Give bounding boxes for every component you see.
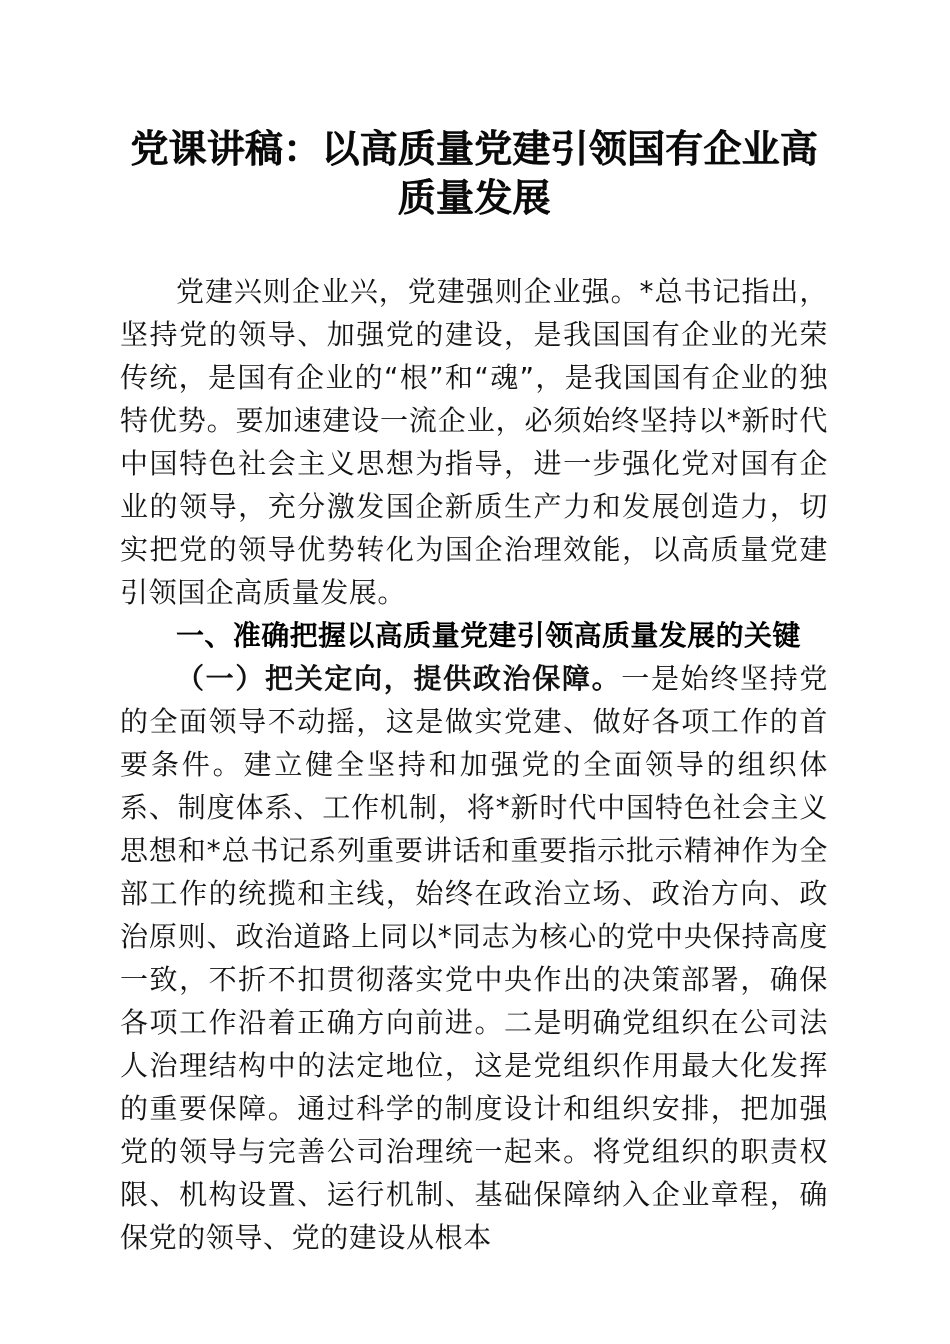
page-title: 党课讲稿：以高质量党建引领国有企业高质量发展 (130, 129, 818, 220)
title-body-spacer (120, 224, 828, 270)
paragraph-subsection-one (120, 657, 828, 1259)
subsection-lead-label: （一）把关定向，提供政治保障。 (176, 662, 622, 695)
section-heading-one: 一、准确把握以高质量党建引领高质量发展的关键 (176, 620, 801, 651)
subsection-body-text: 一是始终坚持党的全面领导不动摇，这是做实党建、做好各项工作的首要条件。建立健全坚持和加强党的全面领导的组织体系、制度体系、工作机制，将*新时代中国特色社会主义思想和*总书记系列重要讲话和重要指示批示精神作为全部工作的统揽和主线，始终在政治立场、政治方向、政治原则、政治道路上同以*同志为核心的党中央保持高度一致，不折不扣贯彻落实党中央作出的决策部署，确保各项工作沿着正确方向前进。二是明确党组织在公司法人治理结构中的法定地位，这是党组织作用最大化发挥的重要保障。通过科学的制度设计和组织安排，把加强党的领导与完善公司治理统一起来。将党组织的职责权限、机构设置、运行机制、基础保障纳入企业章程，确保党的领导、党的建设从根本 (120, 662, 828, 1254)
paragraph-intro: 党建兴则企业兴，党建强则企业强。*总书记指出，坚持党的领导、加强党的建设，是我国国有企业的光荣传统，是国有企业的“根”和“魂”，是我国国有企业的独特优势。要加速建设一流企业，必须始终坚持以*新时代中国特色社会主义思想为指导，进一步强化党对国有企业的领导，充分激发国企新质生产力和发展创造力，切实把党的领导优势转化为国企治理效能，以高质量党建引领国企高质量发展。 (120, 275, 828, 609)
